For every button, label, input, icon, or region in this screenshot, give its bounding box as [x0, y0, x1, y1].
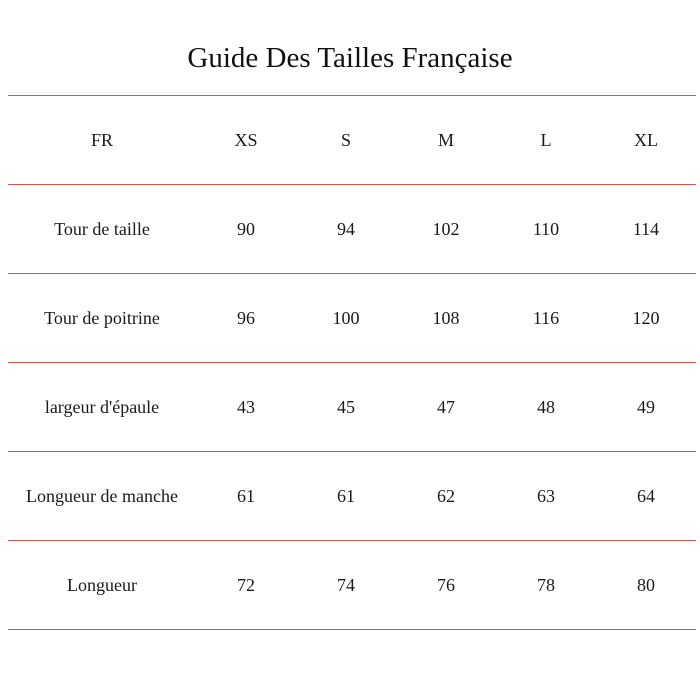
- table-cell: 64: [596, 452, 696, 541]
- table-cell: 74: [296, 541, 396, 630]
- header-cell-xs: XS: [196, 96, 296, 185]
- header-cell-xl: XL: [596, 96, 696, 185]
- table-cell: 61: [296, 452, 396, 541]
- table-header-row: [8, 96, 696, 185]
- table-cell: 102: [396, 185, 496, 274]
- table-cell: 90: [196, 185, 296, 274]
- table-cell: 80: [596, 541, 696, 630]
- row-label: Tour de poitrine: [8, 274, 196, 363]
- table-cell: 43: [196, 363, 296, 452]
- table-cell: 116: [496, 274, 596, 363]
- header-cell-s: S: [296, 96, 396, 185]
- table-cell: 62: [396, 452, 496, 541]
- table-cell: 47: [396, 363, 496, 452]
- table-cell: 63: [496, 452, 596, 541]
- header-cell-region: FR: [8, 96, 196, 185]
- table-cell: 110: [496, 185, 596, 274]
- row-label: largeur d'épaule: [8, 363, 196, 452]
- table-cell: 48: [496, 363, 596, 452]
- row-label: Tour de taille: [8, 185, 196, 274]
- table-row-tour-de-poitrine: [8, 274, 696, 363]
- table-cell: 78: [496, 541, 596, 630]
- table-cell: 61: [196, 452, 296, 541]
- table-cell: 108: [396, 274, 496, 363]
- header-cell-l: L: [496, 96, 596, 185]
- table-cell: 76: [396, 541, 496, 630]
- table-cell: 45: [296, 363, 396, 452]
- row-label: Longueur: [8, 541, 196, 630]
- table-row-largeur-epaule: [8, 363, 696, 452]
- table-row-longueur: [8, 541, 696, 630]
- table-cell: 114: [596, 185, 696, 274]
- page-title: Guide Des Tailles Française: [187, 42, 513, 74]
- table-cell: 94: [296, 185, 396, 274]
- table-cell: 100: [296, 274, 396, 363]
- table-cell: 49: [596, 363, 696, 452]
- table-row-tour-de-taille: [8, 185, 696, 274]
- table-cell: 96: [196, 274, 296, 363]
- table-cell: 120: [596, 274, 696, 363]
- table-row-longueur-de-manche: [8, 452, 696, 541]
- size-chart-table: [8, 95, 696, 630]
- header-cell-m: M: [396, 96, 496, 185]
- table-cell: 72: [196, 541, 296, 630]
- row-label: Longueur de manche: [8, 452, 196, 541]
